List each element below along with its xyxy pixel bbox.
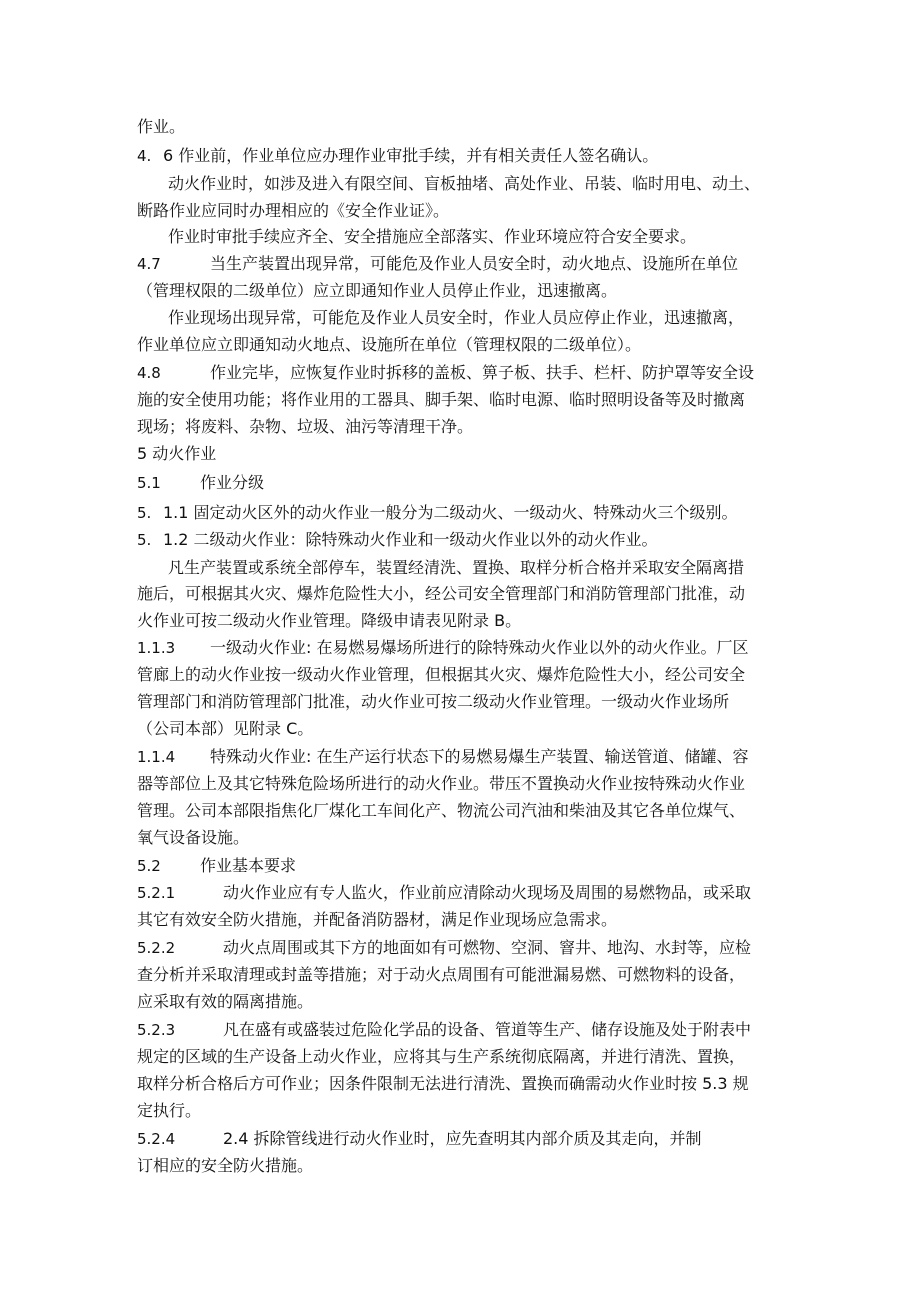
text-line: 施的安全使用功能；将作业用的工器具、脚手架、临时电源、临时照明设备等及时撤离	[137, 390, 746, 409]
clause-number: 5.2.2	[137, 939, 176, 957]
clause-number: 5.	[137, 504, 152, 522]
text-line: 现场；将废料、杂物、垃圾、油污等清理干净。	[137, 417, 474, 436]
clause-number: 5.2.4	[137, 1130, 176, 1148]
text-line: 凡生产装置或系统全部停车，装置经清洗、置换、取样分析合格并采取安全隔离措	[168, 558, 745, 577]
clause-text: 动火作业应有专人监火，作业前应清除动火现场及周围的易燃物品，或采取	[223, 883, 752, 902]
text-line: （管理权限的二级单位）应立即通知作业人员停止作业，迅速撤离。	[137, 281, 618, 300]
clause-number: 4.	[137, 147, 152, 165]
text-line: 作业时审批手续应齐全、安全措施应全部落实、作业环境应符合安全要求。	[168, 227, 697, 246]
clause-number: 1.1.3	[137, 639, 176, 657]
text-line: 施后，可根据其火灾、爆炸危险性大小，经公司安全管理部门和消防管理部门批准，动	[137, 584, 746, 603]
clause-number: 5.2	[137, 857, 161, 875]
clause-text: 作业基本要求	[200, 856, 297, 875]
clause-number: 4.8	[137, 364, 161, 382]
clause-text: 2.4 拆除管线进行动火作业时，应先查明其内部介质及其走向，并制	[223, 1129, 702, 1148]
text-line: 火作业可按二级动火作业管理。降级申请表见附录 B。	[137, 611, 522, 630]
clause-text: 当生产装置出现异常，可能危及作业人员安全时，动火地点、设施所在单位	[210, 254, 739, 273]
section-heading: 5 动火作业	[137, 444, 217, 463]
text-line: 应采取有效的隔离措施。	[137, 992, 314, 1011]
text-line: 动火作业时，如涉及进入有限空间、盲板抽堵、高处作业、吊装、临时用电、动土、	[168, 174, 761, 193]
clause-text: 6 作业前，作业单位应办理作业审批手续，并有相关责任人签名确认。	[163, 146, 659, 165]
clause-number: 4.7	[137, 255, 161, 273]
clause-text: 特殊动火作业: 在生产运行状态下的易燃易爆生产装置、输送管道、储罐、容	[210, 747, 749, 766]
text-line: 作业单位应立即通知动火地点、设施所在单位（管理权限的二级单位）。	[137, 335, 642, 354]
text-line: 断路作业应同时办理相应的《安全作业证》。	[137, 201, 450, 220]
text-line: 其它有效安全防火措施，并配备消防器材，满足作业现场应急需求。	[137, 910, 618, 929]
text-line: 作业现场出现异常，可能危及作业人员安全时，作业人员应停止作业，迅速撤离，	[168, 308, 745, 327]
text-line: 定执行。	[137, 1101, 202, 1120]
clause-number: 5.2.3	[137, 1021, 176, 1039]
clause-number: 5.2.1	[137, 884, 176, 902]
text-line: 管廊上的动火作业按一级动火作业管理，但根据其火灾、爆炸危险性大小，经公司安全	[137, 665, 746, 684]
clause-text: 1.1 固定动火区外的动火作业一般分为二级动火、一级动火、特殊动火三个级别。	[163, 503, 738, 522]
text-line: 氧气设备设施。	[137, 828, 250, 847]
text-line: 取样分析合格后方可作业；因条件限制无法进行清洗、置换而确需动火作业时按 5.3 规	[137, 1074, 749, 1093]
clause-text: 作业分级	[200, 473, 265, 492]
text-line: 器等部位上及其它特殊危险场所进行的动火作业。带压不置换动火作业按特殊动火作业	[137, 774, 746, 793]
text-line: 管理部门和消防管理部门批准，动火作业可按二级动火作业管理。一级动火作业场所	[137, 692, 730, 711]
clause-number: 1.1.4	[137, 748, 176, 766]
text-line: 查分析并采取清理或封盖等措施；对于动火点周围有可能泄漏易燃、可燃物料的设备，	[137, 965, 746, 984]
text-line: 规定的区域的生产设备上动火作业，应将其与生产系统彻底隔离，并进行清洗、置换，	[137, 1047, 746, 1066]
clause-text: 动火点周围或其下方的地面如有可燃物、空洞、窨井、地沟、水封等，应检	[223, 938, 752, 957]
clause-number: 5.1	[137, 474, 161, 492]
clause-text: 凡在盛有或盛装过危险化学品的设备、管道等生产、储存设施及处于附表中	[223, 1020, 752, 1039]
clause-text: 一级动火作业: 在易燃易爆场所进行的除特殊动火作业以外的动火作业。厂区	[210, 638, 749, 657]
text-line: 管理。公司本部限指焦化厂煤化工车间化产、物流公司汽油和柴油及其它各单位煤气、	[137, 801, 746, 820]
text-line: 订相应的安全防火措施。	[137, 1156, 314, 1175]
text-line: （公司本部）见附录 C。	[137, 719, 314, 738]
clause-text: 作业完毕，应恢复作业时拆移的盖板、箅子板、扶手、栏杆、防护罩等安全设	[210, 363, 755, 382]
text-line: 作业。	[137, 117, 186, 136]
clause-text: 1.2 二级动火作业：除特殊动火作业和一级动火作业以外的动火作业。	[163, 530, 658, 549]
clause-number: 5.	[137, 531, 152, 549]
